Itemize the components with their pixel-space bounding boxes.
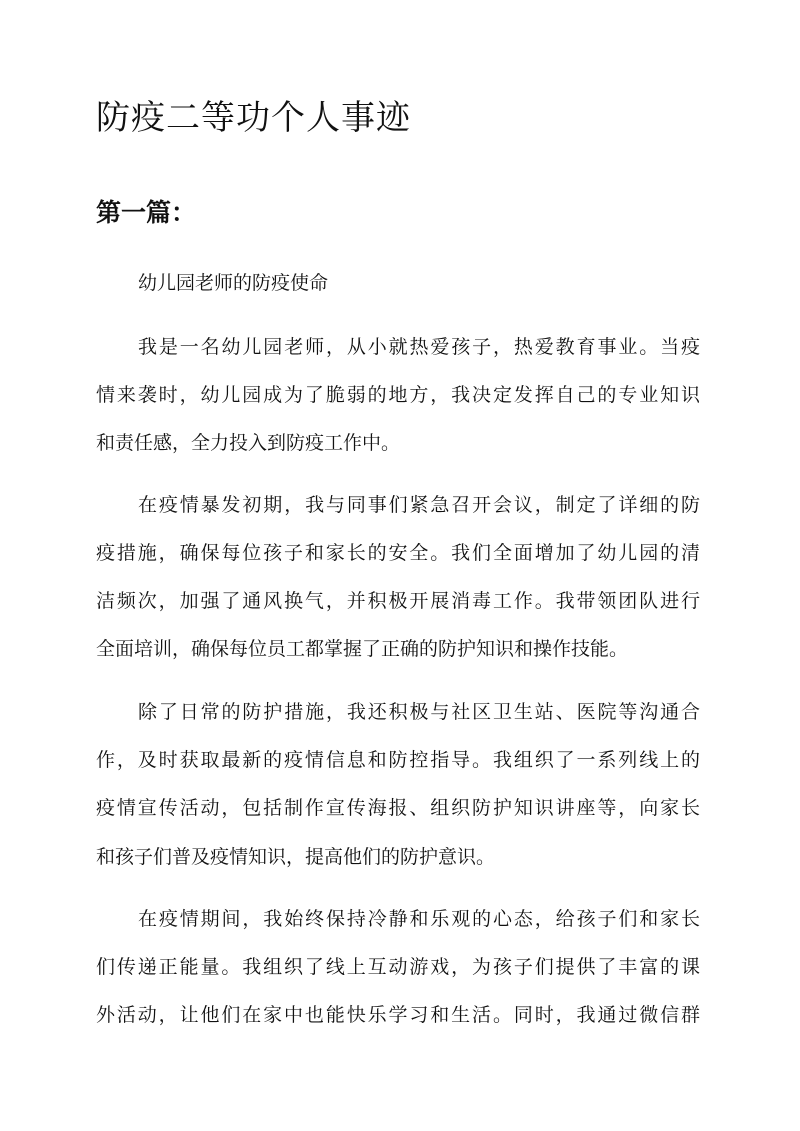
paragraph-2-line-2: 疫措施，确保每位孩子和家长的安全。我们全面增加了幼儿园的清 [96, 542, 700, 564]
paragraph-3-line-2: 作，及时获取最新的疫情信息和防控指导。我组织了一系列线上的 [96, 749, 700, 771]
paragraph-4-line-3: 外活动，让他们在家中也能快乐学习和生活。同时，我通过微信群 [96, 1004, 700, 1026]
document-title: 防疫二等功个人事迹 [96, 98, 411, 138]
paragraph-2-line-4: 全面培训，确保每位员工都掌握了正确的防护知识和操作技能。 [96, 638, 629, 660]
paragraph-1-line-2: 情来袭时，幼儿园成为了脆弱的地方，我决定发挥自己的专业知识 [96, 384, 700, 406]
paragraph-3-line-3: 疫情宣传活动，包括制作宣传海报、组织防护知识讲座等，向家长 [96, 797, 700, 819]
paragraph-1-line-1: 我是一名幼儿园老师，从小就热爱孩子，热爱教育事业。当疫 [138, 336, 700, 358]
paragraph-2-line-3: 洁频次，加强了通风换气，并积极开展消毒工作。我带领团队进行 [96, 590, 700, 612]
paragraph-4-line-2: 们传递正能量。我组织了线上互动游戏，为孩子们提供了丰富的课 [96, 956, 700, 978]
section-heading: 第一篇： [96, 198, 197, 227]
paragraph-4-line-1: 在疫情期间，我始终保持冷静和乐观的心态，给孩子们和家长 [138, 908, 700, 930]
paragraph-3-line-4: 和孩子们普及疫情知识，提高他们的防护意识。 [96, 846, 496, 868]
article-subtitle: 幼儿园老师的防疫使命 [138, 272, 329, 294]
paragraph-3-line-1: 除了日常的防护措施，我还积极与社区卫生站、医院等沟通合 [138, 701, 700, 723]
paragraph-2-line-1: 在疫情暴发初期，我与同事们紧急召开会议，制定了详细的防 [138, 494, 700, 516]
paragraph-1-line-3: 和责任感，全力投入到防疫工作中。 [96, 432, 401, 454]
